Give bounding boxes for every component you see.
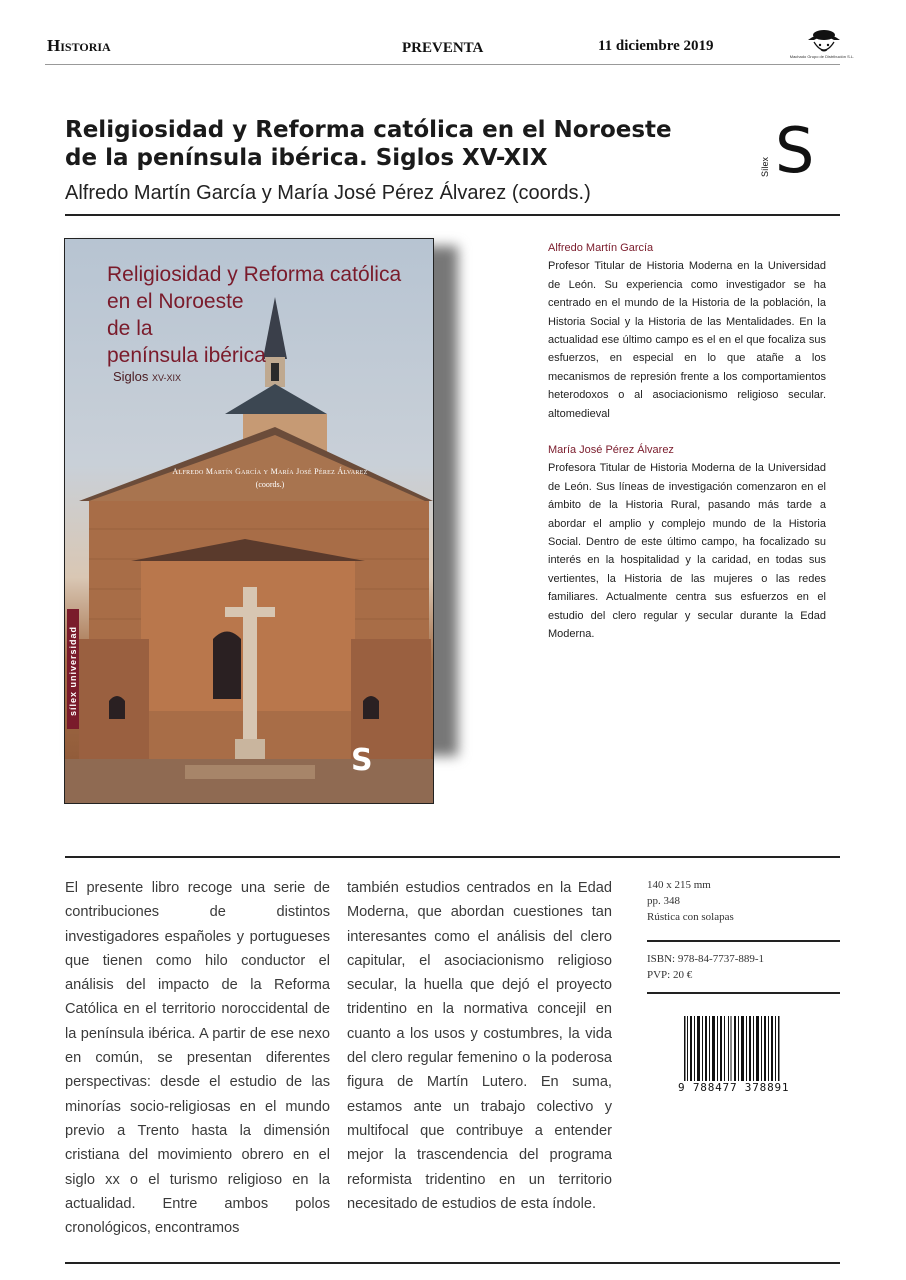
book-authors: Alfredo Martín García y María José Pérez Álvarez (coords.) (65, 182, 591, 204)
cover-subtitle (113, 369, 181, 384)
author-bio (548, 239, 826, 423)
cover-coords: (coords.) (255, 480, 285, 489)
cover-subtitle-centuries: XV-XIX (152, 373, 182, 383)
book-size: 140 x 215 mm (647, 879, 711, 891)
presale-label: PREVENTA (402, 40, 484, 56)
footer-rule (65, 1262, 840, 1264)
author-bio-text: Profesor Titular de Historia Moderna en la Universidad de León. Su experiencia como investigador se ha centrado en el mundo de la Historia de la población, la Historia Social y la Historia de las Mentalidades. En la actualidad ese último campo es el en el que focaliza sus esfuerzos, en especial en lo que atañe a los mecanismos de represión frente a los comportamientos heterodoxos o al asociacionismo religioso secular. altomedieval (548, 260, 826, 420)
author-bio (548, 441, 826, 643)
title-rule (65, 214, 840, 216)
cover-title-line: península ibérica (107, 344, 266, 367)
book-isbn: ISBN: 978-84-7737-889-1 (647, 953, 765, 965)
cover-spine-label: sílex universidad (68, 625, 78, 717)
book-specs (647, 877, 734, 925)
book-price: PVP: 20 € (647, 969, 693, 981)
cover-title-line: de la (107, 317, 153, 340)
cover-title-line: en el Noroeste (107, 290, 244, 313)
book-title-line1: Religiosidad y Reforma católica en el Noroeste (65, 117, 672, 143)
book-binding: Rústica con solapas (647, 911, 734, 923)
category-label: Historia (47, 36, 111, 55)
description-rule (65, 856, 840, 858)
book-title-line2: de la península ibérica. Siglos XV-XIX (65, 145, 548, 171)
cover-title-line: Religiosidad y Reforma católica (107, 263, 402, 286)
book-title (65, 116, 705, 172)
author-name: Alfredo Martín García (548, 242, 654, 254)
book-cover (64, 238, 434, 804)
cover-logo: S (351, 743, 373, 778)
barcode-number: 9 788477 378891 (678, 1081, 790, 1094)
distributor-caption: Machado Grupo de Distribución S.L. (789, 54, 855, 59)
cover-authors: Alfredo Martín García y María José Pérez Álvarez (172, 467, 368, 476)
book-codes (647, 951, 764, 983)
release-date: 11 diciembre 2019 (598, 38, 714, 54)
codes-rule (647, 992, 840, 994)
book-pages: pp. 348 (647, 895, 680, 907)
publisher-logo-sub: Sílex (760, 156, 771, 178)
cover-subtitle-word: Siglos (113, 369, 149, 384)
publisher-logo: S (775, 114, 815, 187)
author-bio-text: Profesora Titular de Historia Moderna de la Universidad de León. Sus líneas de investigación comenzaron en el ámbito de la Historia Rural, pasando más tarde a abordar el amplio y complejo mundo de la Historia Social. Dentro de este último campo, ha focalizado su interés en la hospitalidad y la caridad, en todas sus vertientes, la Historia de las mujeres o las redes familiares. Actualmente centra sus esfuerzos en el estudio del clero regular y secular durante la Edad Moderna. (548, 462, 826, 641)
header-rule (45, 64, 840, 65)
description-column-2: también estudios centrados en la Edad Moderna, que abordan cuestiones tan interesantes como el análisis del clero capitular, el asociacionismo religioso secular, la huella que dejó el proyecto tridentino en la normativa concejil en cuanto a los usos y costumbres, la vida del clero regular femenino o la poderosa figura de Martín Lutero. En suma, estamos ante un trabajo colectivo y multifocal que contribuye a entender mejor la trascendencia del programa reformista tridentino en un territorio necesitado de estudios de esta índole. (347, 880, 612, 1212)
specs-rule (647, 940, 840, 942)
author-name: María José Pérez Álvarez (548, 444, 674, 456)
cover-title (107, 261, 427, 369)
description-column-1: El presente libro recoge una serie de contribuciones de distintos investigadores españoles y portugueses que tienen como hilo conductor el análisis del impacto de la Reforma Católica en el territorio noroccidental de la península ibérica. A partir de ese nexo en común, se presentan diferentes perspectivas: desde el estudio de las minorías socio-religiosas en el mundo previo a Trento hasta la dimensión cristiana del movimiento obrero en el siglo xx o el turismo religioso en la actualidad. Entre ambos polos cronológicos, encontramos (65, 880, 330, 1237)
